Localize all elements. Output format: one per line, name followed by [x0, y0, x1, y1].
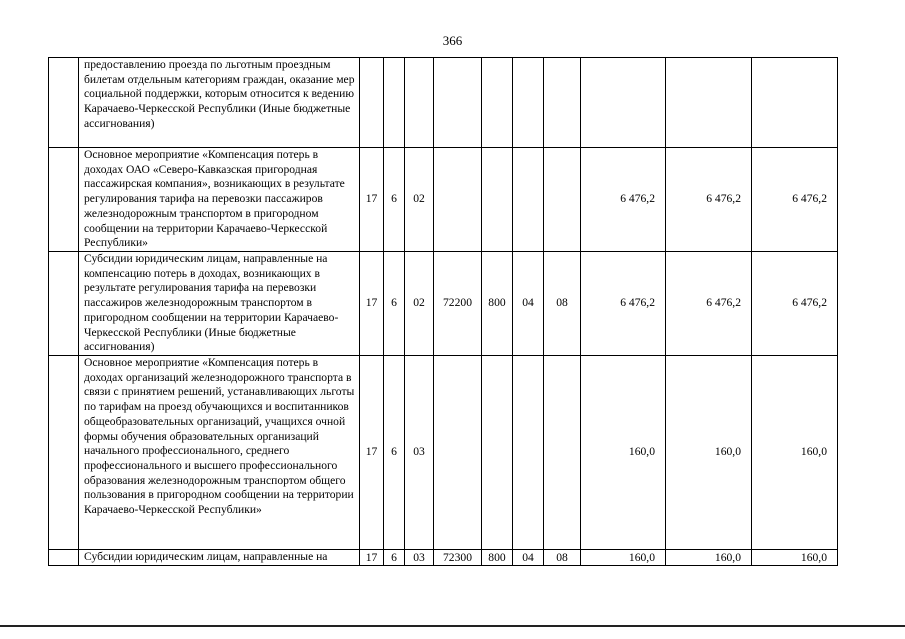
- sum-cell-2: 6 476,2: [666, 148, 752, 252]
- item-name-cell: Субсидии юридическим лицам, направленные на компенсацию потерь в доходах, возникающих в результате регулирования тарифа на перевозки пассажиров железнодорожным транспортом в пригородном сообщении на территории Карачаево-Черкесской Республики (Иные бюджетные ассигнования): [79, 252, 360, 356]
- sum-cell-2: 160,0: [666, 550, 752, 566]
- item-name-cell: предоставлению проезда по льготным проездным билетам отдельным категориям граждан, оказание мер социальной поддержки, которым относится к ведению Карачаево-Черкесской Республики (Иные бюджетные ассигнования): [79, 58, 360, 148]
- page-bottom-edge: [0, 625, 905, 627]
- code-cell-6: 04: [513, 550, 544, 566]
- code-cell-2: 6: [384, 252, 405, 356]
- code-cell-4: [434, 356, 482, 550]
- table-row: [49, 252, 838, 356]
- code-cell-5: [482, 58, 513, 148]
- code-cell-7: 08: [544, 550, 581, 566]
- code-cell-5: 800: [482, 252, 513, 356]
- code-cell-5: [482, 356, 513, 550]
- code-cell-2: [384, 58, 405, 148]
- sum-cell-2: [666, 58, 752, 148]
- sum-cell-3: 6 476,2: [752, 252, 838, 356]
- sum-cell-3: 160,0: [752, 550, 838, 566]
- code-cell-7: [544, 58, 581, 148]
- code-cell-4: [434, 58, 482, 148]
- table-row: [49, 356, 838, 550]
- sum-cell-1: 160,0: [581, 550, 666, 566]
- item-name-cell: Основное мероприятие «Компенсация потерь в доходах ОАО «Северо-Кавказская пригородная пассажирская компания», возникающих в результате регулирования тарифа на перевозки пассажиров железнодорожным транспортом в пригородном сообщении на территории Карачаево-Черкесской Республики»: [79, 148, 360, 252]
- code-cell-3: 02: [405, 148, 434, 252]
- sum-cell-3: [752, 58, 838, 148]
- page-number: 366: [442, 33, 463, 48]
- code-cell-2: 6: [384, 550, 405, 566]
- item-name-cell: Субсидии юридическим лицам, направленные на: [79, 550, 360, 566]
- code-cell-2: 6: [384, 356, 405, 550]
- sum-cell-1: 6 476,2: [581, 148, 666, 252]
- sum-cell-3: 6 476,2: [752, 148, 838, 252]
- budget-table: [48, 57, 838, 566]
- code-cell-1: 17: [360, 550, 384, 566]
- code-cell-6: [513, 356, 544, 550]
- row-number-cell: [49, 550, 79, 566]
- row-number-cell: [49, 58, 79, 148]
- code-cell-1: 17: [360, 148, 384, 252]
- sum-cell-1: [581, 58, 666, 148]
- row-number-cell: [49, 356, 79, 550]
- sum-cell-3: 160,0: [752, 356, 838, 550]
- code-cell-3: 03: [405, 550, 434, 566]
- code-cell-5: [482, 148, 513, 252]
- code-cell-4: 72200: [434, 252, 482, 356]
- code-cell-2: 6: [384, 148, 405, 252]
- code-cell-7: 08: [544, 252, 581, 356]
- sum-cell-1: 160,0: [581, 356, 666, 550]
- code-cell-1: [360, 58, 384, 148]
- code-cell-1: 17: [360, 252, 384, 356]
- code-cell-6: [513, 148, 544, 252]
- table-row: [49, 550, 838, 566]
- row-number-cell: [49, 252, 79, 356]
- code-cell-4: 72300: [434, 550, 482, 566]
- code-cell-5: 800: [482, 550, 513, 566]
- sum-cell-2: 6 476,2: [666, 252, 752, 356]
- table-row: [49, 58, 838, 148]
- code-cell-3: [405, 58, 434, 148]
- code-cell-3: 02: [405, 252, 434, 356]
- code-cell-4: [434, 148, 482, 252]
- code-cell-7: [544, 148, 581, 252]
- code-cell-1: 17: [360, 356, 384, 550]
- item-name-cell: Основное мероприятие «Компенсация потерь в доходах организаций железнодорожного транспорта в связи с принятием решений, устанавливающих льготы по тарифам на проезд обучающихся и воспитанников общеобразовательных организаций, учащихся очной формы обучения образовательных организаций начального профессионального, среднего профессионального и высшего профессионального образования железнодорожным транспортом общего пользования в пригородном сообщении на территории Карачаево-Черкесской Республики»: [79, 356, 360, 550]
- sum-cell-1: 6 476,2: [581, 252, 666, 356]
- code-cell-6: 04: [513, 252, 544, 356]
- table-row: [49, 148, 838, 252]
- code-cell-7: [544, 356, 581, 550]
- row-number-cell: [49, 148, 79, 252]
- sum-cell-2: 160,0: [666, 356, 752, 550]
- code-cell-6: [513, 58, 544, 148]
- code-cell-3: 03: [405, 356, 434, 550]
